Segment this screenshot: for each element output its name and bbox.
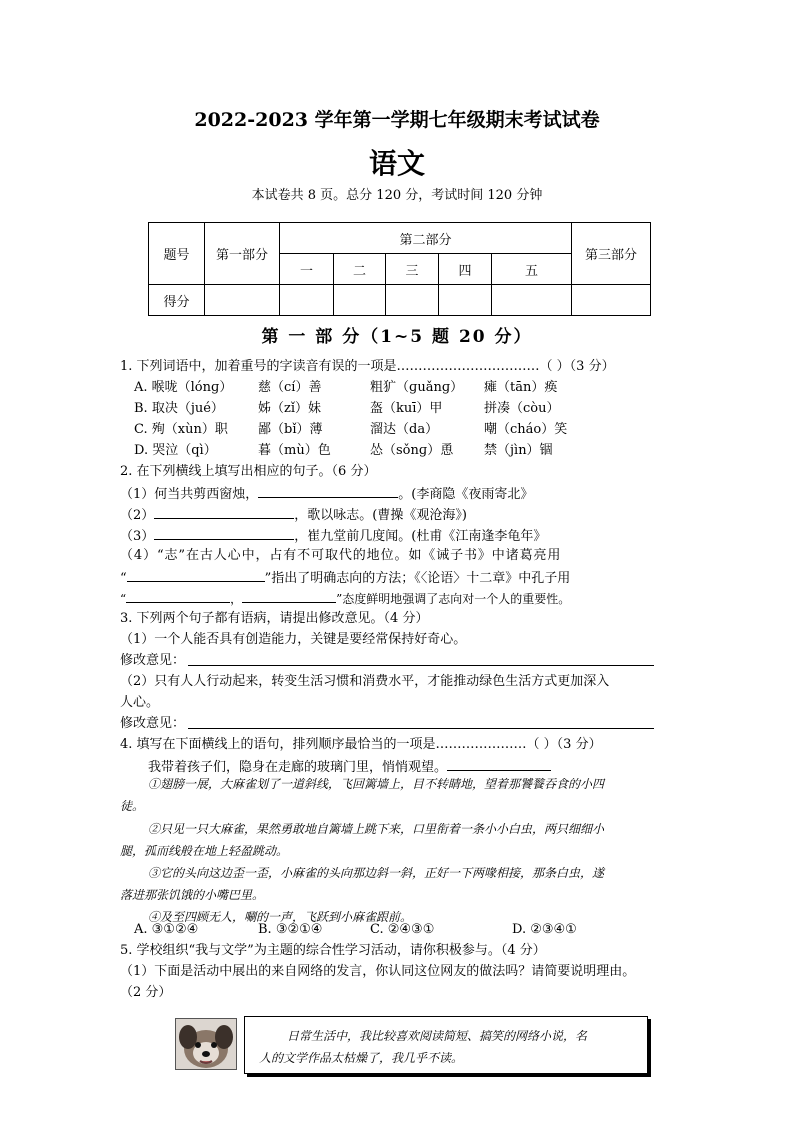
q5-sub-1: （1）下面是活动中展出的来自网络的发言，你认同这位网友的做法吗？请简要说明理由。 (120, 964, 636, 979)
answer-line[interactable] (188, 665, 654, 666)
score-cell[interactable] (439, 285, 492, 316)
q4-lead-text: 我带着孩子们，隐身在走廊的玻璃门里，悄悄观望。 (148, 760, 448, 775)
q4-option-b[interactable]: B. ③②①④ (258, 922, 323, 937)
q2-line-3 (120, 525, 546, 547)
score-cell[interactable] (492, 285, 572, 316)
exam-title: 2022-2023 学年第一学期七年级期末考试试卷 (194, 109, 600, 131)
sub-header-5: 五 (492, 254, 572, 285)
q1-row-a: 粗犷（ɡuǎnɡ） (370, 380, 464, 395)
q5-sub-1-points: （2 分） (120, 985, 172, 1000)
answer-blank[interactable] (126, 588, 230, 603)
answer-blank[interactable] (154, 504, 294, 519)
q4-sentence-4: ④及至四顾无人，唰的一声，飞跃到小麻雀跟前。 (148, 910, 413, 924)
section-heading: 第 一 部 分（1~5 题 20 分） (261, 327, 533, 347)
q3-label-2: 修改意见： (120, 716, 186, 731)
q1-row-b: 拼凑（còu） (484, 401, 560, 416)
q1-row-b: 姊（zǐ）妹 (258, 401, 322, 416)
quote-box (244, 1016, 648, 1074)
q4-sentence-1-cont: 徒。 (120, 799, 145, 813)
quote-line-2: 人的文学作品太枯燥了，我几乎不读。 (259, 1051, 464, 1065)
q2-line-1 (120, 483, 533, 505)
q3-sentence-1: （1）一个人能否具有创造能力，关键是要经常保持好奇心。 (120, 632, 467, 647)
answer-blank[interactable] (447, 756, 551, 771)
q1-row-b: 盔（kuī）甲 (370, 401, 443, 416)
q4-option-d[interactable]: D. ②③④① (512, 922, 577, 937)
answer-blank[interactable] (127, 567, 265, 582)
score-cell[interactable] (280, 285, 334, 316)
q4-sentence-2: ②只见一只大麻雀，果然勇敢地自篱墙上跳下来，口里衔着一条小小白虫，两只细细小 (148, 822, 605, 836)
q3-sentence-2: （2）只有人人行动起来，转变生活习惯和消费水平，才能推动绿色生活方式更加深入 (120, 674, 610, 689)
q1-row-c: C. 殉（xùn）职 (134, 422, 228, 437)
q2-stem: 2. 在下列横线上填写出相应的句子。（6 分） (120, 464, 377, 479)
subject-title: 语文 (368, 147, 425, 180)
q2-l6-comma: ， (230, 592, 243, 606)
exam-info: 本试卷共 8 页。总分 120 分，考试时间 120 分钟 (251, 188, 543, 203)
q5-stem: 5. 学校组织“我与文学”为主题的综合性学习活动，请你积极参与。（4 分） (120, 943, 546, 958)
q1-row-d: 禁（jìn）锢 (484, 443, 553, 458)
header-part2: 第二部分 (280, 223, 572, 254)
q2-l2-text: ，歌以咏志。(曹操《观沧海》) (294, 508, 467, 523)
q4-sentence-1: ①翅膀一展，大麻雀划了一道斜线，飞回篱墙上，目不转睛地，望着那饕餮吞食的小四 (148, 777, 605, 791)
q1-stem: 1. 下列词语中，加着重号的字读音有误的一项是……………………………（ ）（3 分） (120, 359, 615, 374)
score-cell[interactable] (205, 285, 280, 316)
q2-l5-text: ”指出了明确志向的方法；《〈论语〉十二章》中孔子用 (264, 571, 571, 586)
answer-blank[interactable] (154, 525, 294, 540)
header-part1: 第一部分 (205, 223, 280, 285)
q3-label-1: 修改意见： (120, 653, 186, 668)
score-table (148, 222, 651, 316)
q4-sentence-3-cont: 落进那张饥饿的小嘴巴里。 (120, 888, 265, 902)
q1-row-d: 怂（sǒnɡ）恿 (370, 443, 454, 458)
answer-blank[interactable] (242, 588, 336, 603)
score-cell[interactable] (386, 285, 439, 316)
header-tihao: 题号 (149, 223, 205, 285)
q1-row-a: 慈（cí）善 (258, 380, 322, 395)
header-part3: 第三部分 (572, 223, 651, 285)
q2-line-4: （4）“志”在古人心中，占有不可取代的地位。如《诫子书》中诸葛亮用 (120, 548, 562, 563)
q2-l3-text: ，崔九堂前几度闻。(杜甫《江南逢李龟年》 (294, 529, 547, 544)
q2-l6-text: ”态度鲜明地强调了志向对一个人的重要性。 (336, 592, 571, 606)
q2-l1-text: （1）何当共剪西窗烛， (120, 487, 259, 502)
q4-sentence-3: ③它的头向这边歪一歪，小麻雀的头向那边斜一斜，正好一下两喙相接，那条白虫，遂 (148, 866, 605, 880)
q4-option-c[interactable]: C. ②④③① (370, 922, 435, 937)
sub-header-3: 三 (386, 254, 439, 285)
sub-header-1: 一 (280, 254, 334, 285)
q1-row-a: 瘫（tān）痪 (484, 380, 558, 395)
score-cell[interactable] (334, 285, 386, 316)
answer-line[interactable] (188, 728, 654, 729)
q4-option-a[interactable]: A. ③①②④ (134, 922, 199, 937)
dog-avatar-icon (176, 1019, 236, 1069)
q3-stem: 3. 下列两个句子都有语病，请提出修改意见。（4 分） (120, 611, 429, 626)
q2-l5-quote: “ (120, 571, 127, 586)
q2-line-2 (120, 504, 467, 526)
answer-blank[interactable] (258, 483, 398, 498)
q2-line-6 (120, 588, 570, 609)
q3-sentence-2-cont: 人心。 (120, 695, 160, 710)
q1-row-d: 暮（mù）色 (258, 443, 331, 458)
q1-row-a: A. 喉咙（lónɡ） (134, 380, 233, 395)
q2-l2-num: （2） (120, 508, 155, 523)
sub-header-2: 二 (334, 254, 386, 285)
q1-row-d: D. 哭泣（qì） (134, 443, 217, 458)
q1-row-c: 溜达（da） (370, 422, 439, 437)
q4-sentence-2-cont: 腿，孤而线般在地上轻盈跳动。 (120, 844, 289, 858)
q4-stem: 4. 填写在下面横线上的语句，排列顺序最恰当的一项是…………………（ ）（3 分） (120, 737, 602, 752)
q2-line-5 (120, 567, 570, 589)
quote-line-1: 日常生活中，我比较喜欢阅读简短、搞笑的网络小说，名 (287, 1029, 588, 1043)
row-label-score: 得分 (149, 285, 205, 316)
sub-header-4: 四 (439, 254, 492, 285)
q1-row-b: B. 取决（jué） (134, 401, 224, 416)
q1-row-c: 鄙（bǐ）薄 (258, 422, 323, 437)
q2-l1-source: 。(李商隐《夜雨寄北》 (398, 487, 534, 502)
q2-l3-num: （3） (120, 529, 155, 544)
avatar (175, 1018, 237, 1070)
score-cell[interactable] (572, 285, 651, 316)
q2-l6-quote: “ (120, 592, 127, 606)
q1-row-c: 嘲（cháo）笑 (484, 422, 568, 437)
